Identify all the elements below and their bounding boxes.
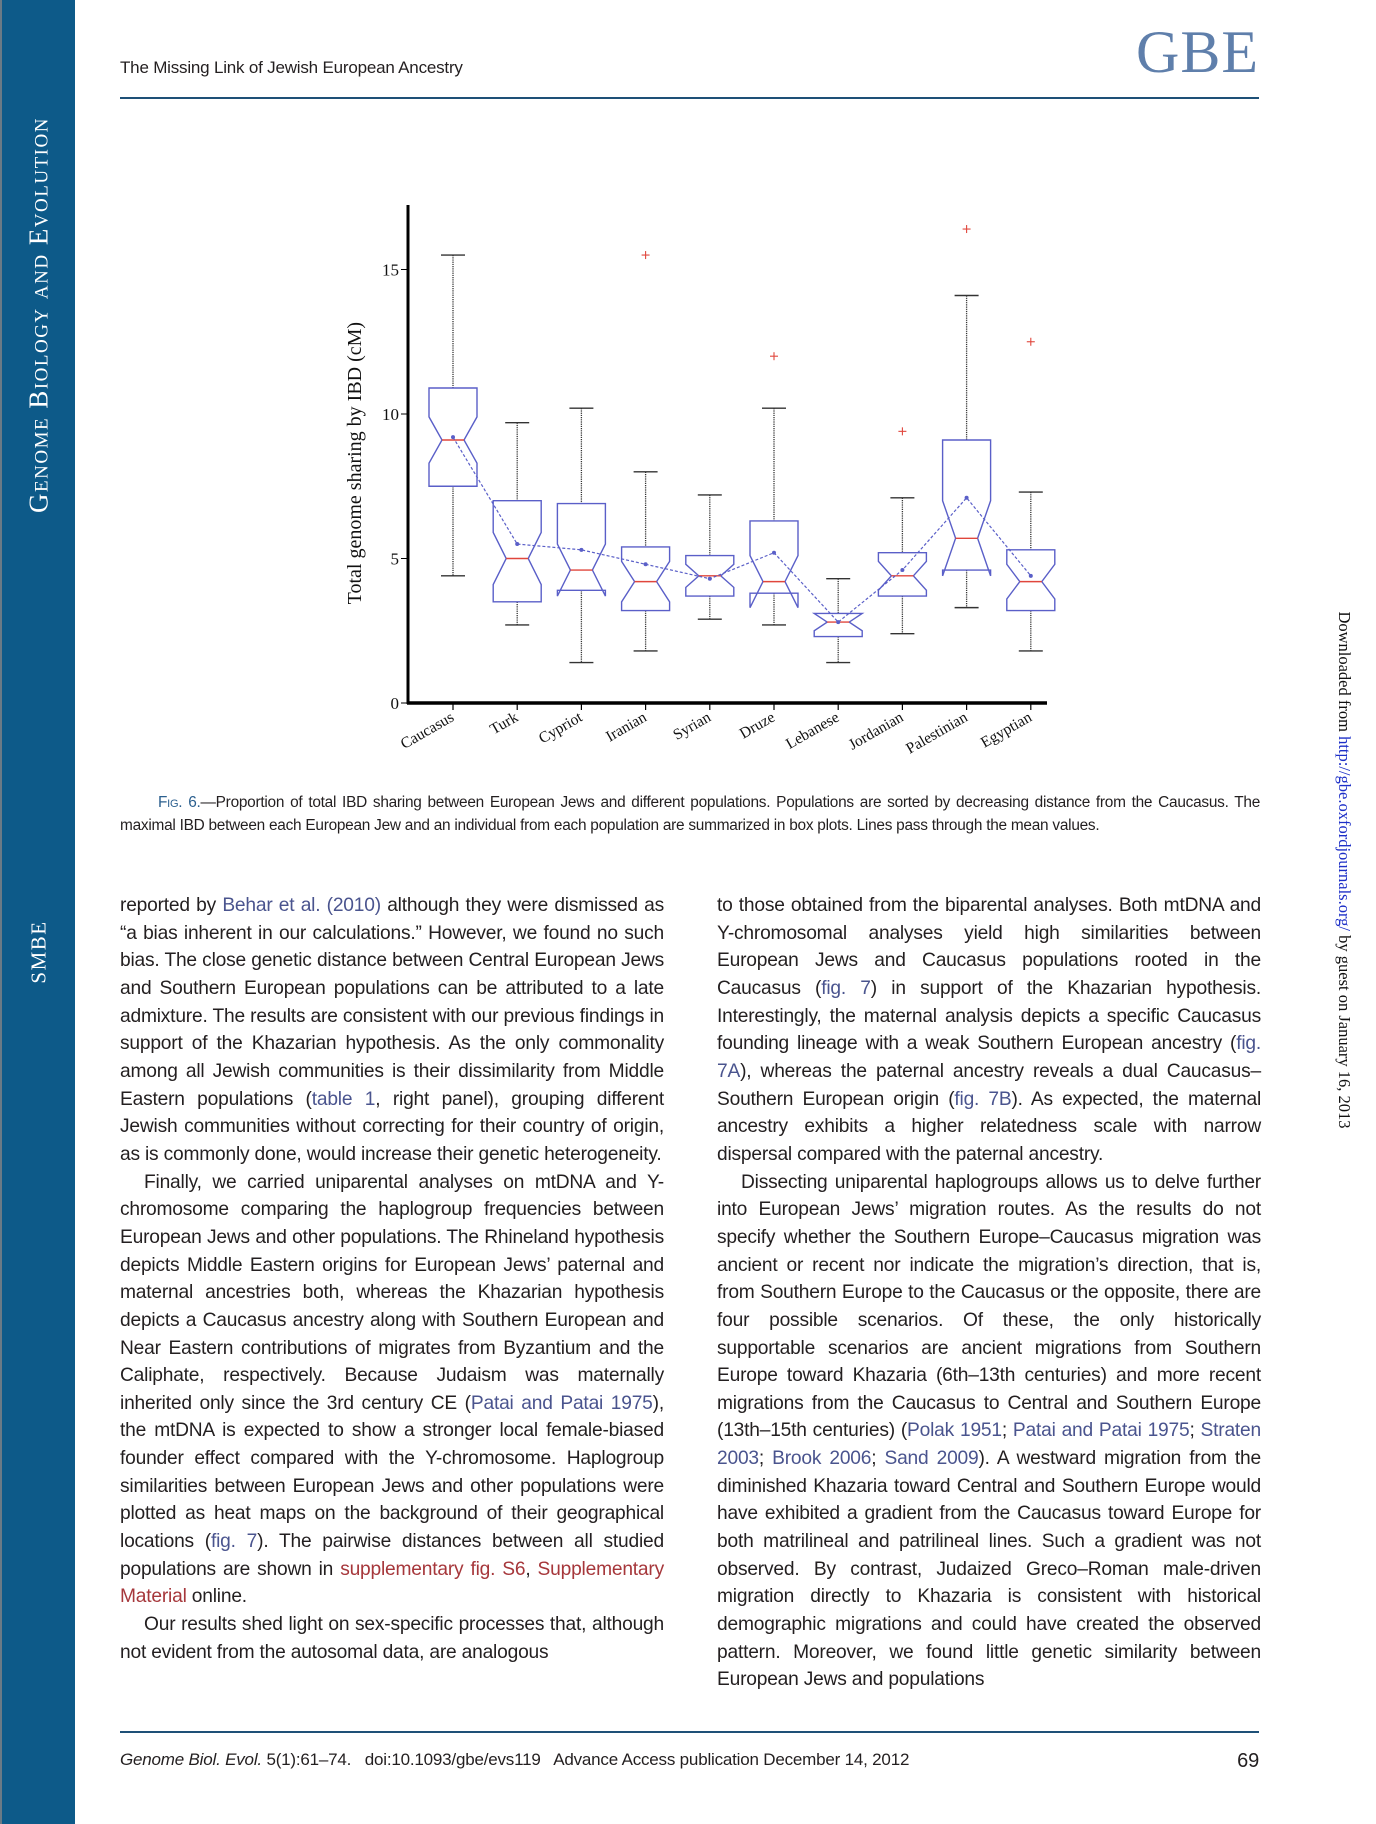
body-text: ), whereas the paternal ancestry reveals a dual Caucasus–Southern European origin ( [717, 1060, 1261, 1110]
notched-box [493, 501, 541, 602]
supplementary-link[interactable]: supplementary fig. S6 [340, 1558, 526, 1580]
body-text: ). The pairwise distances between all studied populations are shown in [120, 1531, 664, 1580]
citation-link[interactable]: Sand 2009 [884, 1448, 979, 1470]
body-text: , [525, 1558, 538, 1580]
paragraph [717, 1169, 1261, 1694]
category-label: Jordanian [845, 708, 907, 754]
download-url-link[interactable]: http://gbe.oxfordjournals.org/ [1335, 736, 1354, 932]
journal-sidebar [0, 0, 75, 1824]
category-label: Caucasus [397, 708, 457, 753]
notched-box [686, 556, 734, 596]
journal-logo: GBE [1136, 19, 1259, 85]
download-suffix: by guest on January 16, 2013 [1335, 931, 1354, 1129]
notched-box [814, 613, 862, 636]
boxplot-chart [0, 0, 1376, 790]
citation-link[interactable]: Patai and Patai 1975 [1012, 1420, 1190, 1442]
mean-point [836, 620, 840, 624]
y-tick-label: 10 [382, 405, 399, 424]
mean-point [708, 577, 712, 581]
notched-box [1007, 550, 1055, 611]
body-text: to those obtained from the biparental analyses. Both mtDNA and Y-chromosomal analyses yield high similarities between European Jews and Caucasus populations rooted in the Caucasus ( [717, 895, 1261, 999]
mean-point [965, 496, 969, 500]
citation-link[interactable]: fig. 7 [210, 1531, 258, 1553]
figure-caption [120, 791, 1260, 837]
citation-link[interactable]: fig. 7 [821, 977, 871, 999]
category-label: Cypriot [535, 708, 586, 748]
citation-link[interactable]: Patai and Patai 1975 [470, 1392, 653, 1414]
journal-abbrev: Genome Biol. Evol. [120, 1750, 262, 1769]
citation-link[interactable]: fig. 7B [954, 1088, 1012, 1110]
body-text: reported by [120, 895, 223, 916]
citation-link[interactable]: Straten 2003 [717, 1420, 1261, 1470]
body-column-left [120, 892, 664, 1666]
sidebar-journal-name: Genome Biology and Evolution [23, 117, 54, 513]
download-prefix: Downloaded from [1335, 611, 1354, 737]
citation-link[interactable]: Behar et al. (2010) [222, 895, 381, 916]
figure-caption-text: —Proportion of total IBD sharing between European Jews and different populations. Populations are sorted by decreasing distance from the Caucasus. The maximal IBD between each European Jew and an individual from each population are summarized in box plots. Lines pass through the mean values. [120, 794, 1260, 834]
footer-rule [120, 1731, 1259, 1733]
y-tick-label: 0 [390, 694, 399, 713]
category-label: Syrian [670, 708, 714, 744]
mean-point [451, 435, 455, 439]
notched-box [622, 547, 670, 611]
body-column-right [717, 892, 1261, 1694]
notched-box [750, 521, 798, 608]
body-text: Our results shed light on sex-specific processes that, although not evident from the autosomal data, are analogous [120, 1614, 664, 1663]
mean-point [515, 542, 519, 546]
figure-6-boxplot [0, 0, 1376, 790]
paragraph [120, 892, 664, 1169]
sidebar-society: SMBE [26, 920, 51, 984]
citation-link[interactable]: table 1 [311, 1088, 376, 1110]
body-text: ; [871, 1448, 885, 1470]
mean-point [579, 548, 583, 552]
footer-citation [120, 1750, 909, 1769]
supplementary-link[interactable]: Supplementary Material [120, 1558, 664, 1608]
body-text: ; [1189, 1420, 1201, 1442]
body-text: ) in support of the Khazarian hypothesis. Interestingly, the maternal analysis depicts a specific Caucasus founding lineage with a weak Southern European ancestry ( [717, 977, 1261, 1055]
citation-details: 5(1):61–74. doi:10.1093/gbe/evs119 Advance Access publication December 14, 2012 [261, 1750, 910, 1769]
notched-box [429, 388, 477, 486]
category-label: Palestinian [903, 708, 971, 758]
paragraph [120, 1611, 664, 1666]
category-label: Iranian [603, 708, 650, 746]
y-tick-label: 5 [390, 549, 399, 569]
notched-box [557, 504, 605, 596]
paragraph [120, 1169, 664, 1612]
page-footer [120, 1750, 1259, 1770]
body-text: ). A westward migration from the diminished Khazaria toward Central and Southern Europe would have exhibited a gradient from the Caucasus toward Europe for both matrilineal and patrilineal lines. Such a gradient was not observed. By contrast, Judaized Greco–Roman male-driven migration directly to Khazaria is consistent with historical demographic migrations and could have created the observed pattern. Moreover, we found little genetic similarity between European Jews and populations [717, 1448, 1261, 1691]
page-number: 69 [1237, 1750, 1259, 1772]
citation-link[interactable]: Polak 1951 [907, 1420, 1002, 1442]
header-rule [120, 97, 1259, 99]
category-label: Turk [487, 708, 522, 739]
body-text: ; [758, 1448, 773, 1470]
y-axis-label: Total genome sharing by IBD (cM) [344, 321, 366, 605]
mean-point [772, 551, 776, 555]
mean-point [900, 568, 904, 572]
mean-line [453, 437, 1031, 622]
body-text: ), the mtDNA is expected to show a stronger local female-biased founder effect compared with the Y-chromosome. Haplogroup similarities between European Jews and other populations were plotted as heat maps on the background of their geographical locations ( [120, 1392, 664, 1553]
body-text: , right panel), grouping different Jewish communities without correcting for their country of origin, as is commonly done, would increase their genetic heterogeneity. [120, 1088, 664, 1165]
category-label: Lebanese [783, 708, 843, 753]
y-tick-label: 15 [382, 260, 399, 280]
download-watermark [1334, 611, 1354, 1128]
body-text: online. [186, 1586, 247, 1608]
category-label: Egyptian [977, 708, 1035, 752]
mean-point [644, 562, 648, 566]
notched-box [878, 553, 926, 596]
figure-label: Fig. 6. [158, 794, 201, 811]
notched-box [943, 440, 991, 576]
citation-link[interactable]: Brook 2006 [772, 1448, 872, 1470]
body-text: Finally, we carried uniparental analyses on mtDNA and Y-chromosome comparing the haplogroup frequencies between European Jews and other populations. The Rhineland hypothesis depicts Middle Eastern origins for European Jews’ paternal and maternal ancestries both, whereas the Khazarian hypothesis depicts a Caucasus ancestry along with Southern European and Near Eastern contributions of migrates from Byzantium and the Caliphate, respectively. Because Judaism was maternally inherited only since the 3rd century CE ( [120, 1171, 664, 1414]
paragraph [717, 892, 1261, 1169]
body-text: ). As expected, the maternal ancestry exhibits a higher relatedness scale with narrow dispersal compared with the paternal ancestry. [717, 1088, 1262, 1165]
body-text: Dissecting uniparental haplogroups allows us to delve further into European Jews’ migration routes. As the results do not specify whether the Southern Europe–Caucasus migration was ancient or recent nor indicate the migration’s direction, that is, from Southern Europe to the Caucasus or the opposite, there are four possible scenarios. Of these, the only historically supportable scenarios are ancient migrations from Southern Europe toward Khazaria (6th–13th centuries) and more recent migrations from the Caucasus to Central and Southern Europe (13th–15th centuries) ( [717, 1171, 1261, 1442]
category-label: Druze [736, 708, 778, 743]
body-text: although they were dismissed as “a bias inherent in our calculations.” However, we found no such bias. The close genetic distance between Central European Jews and Southern European populations can be attributed to a late admixture. The results are consistent with our previous findings in support of the Khazarian hypothesis. As the only commonality among all Jewish communities is their dissimilarity from Middle Eastern populations ( [120, 895, 664, 1110]
citation-link[interactable]: fig. 7A [717, 1033, 1261, 1082]
running-title: The Missing Link of Jewish European Ancestry [120, 58, 463, 77]
mean-point [1029, 574, 1033, 578]
body-text: ; [1001, 1420, 1013, 1442]
